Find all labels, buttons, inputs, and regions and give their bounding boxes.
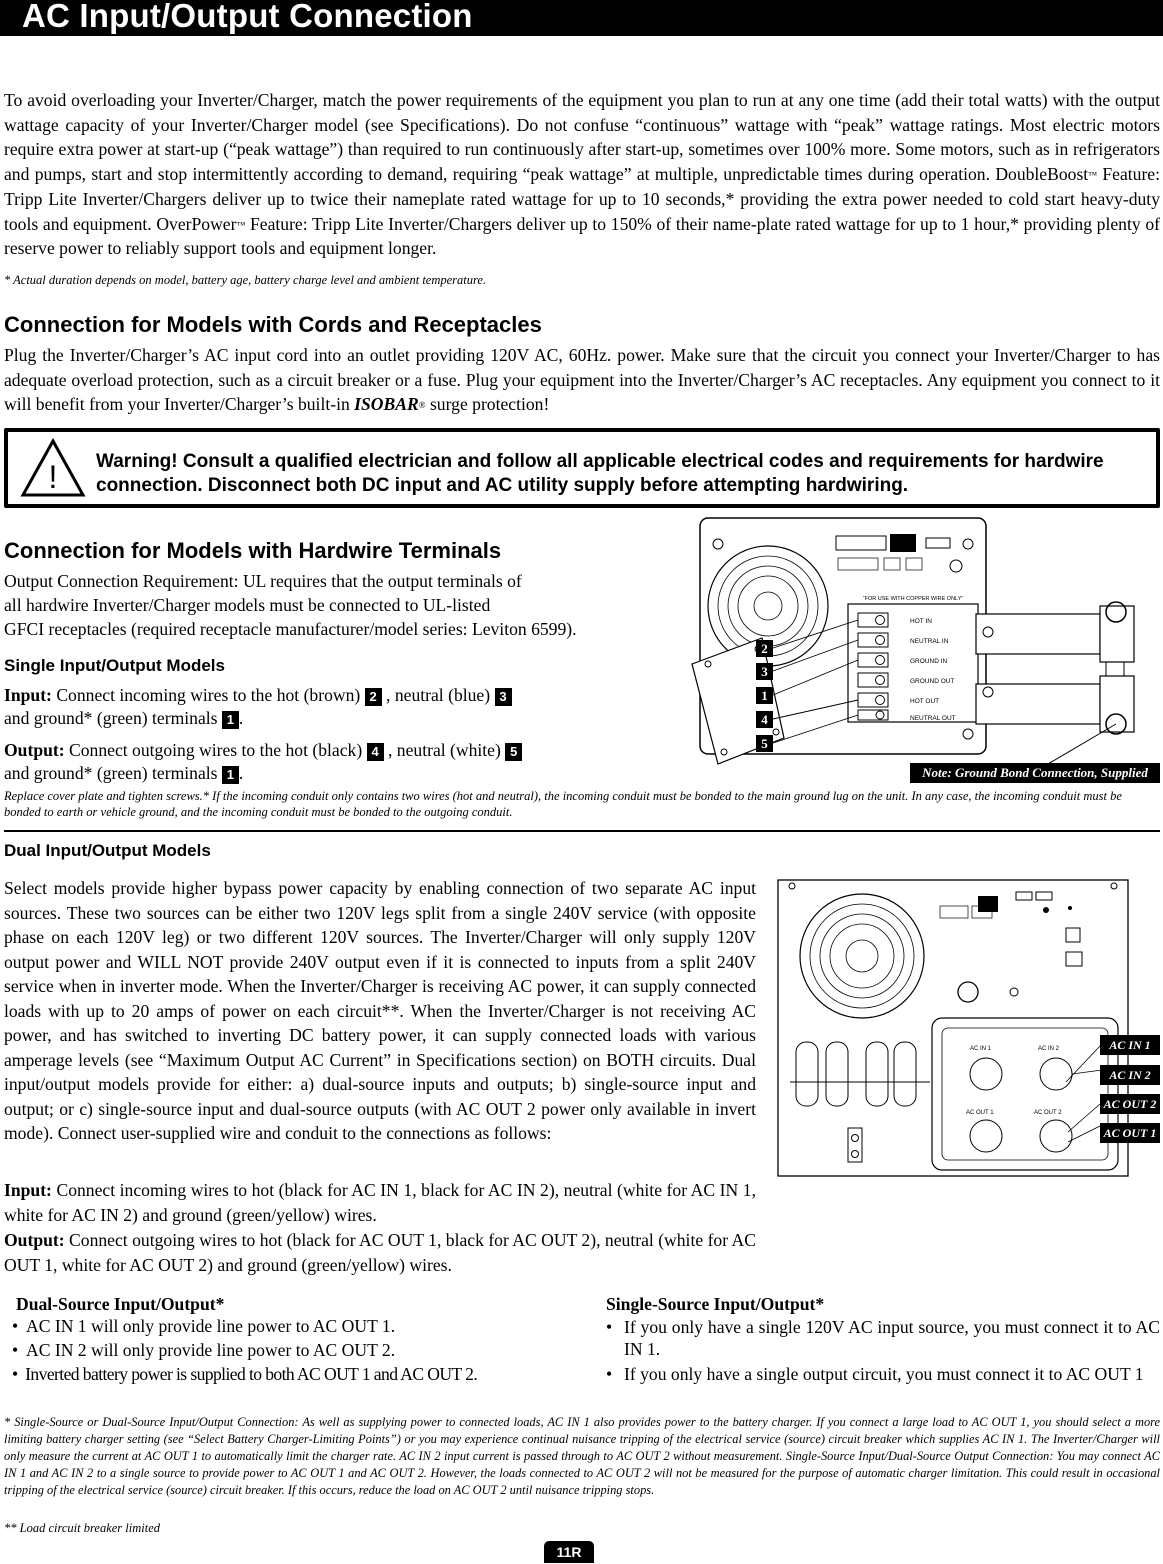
load-breaker-footnote: ** Load circuit breaker limited xyxy=(4,1521,160,1535)
diagram-callout-3: 3 xyxy=(761,664,768,679)
dual-source-item: • AC IN 1 will only provide line power to AC OUT 1. xyxy=(12,1316,396,1336)
intro-text-1: To avoid overloading your Inverter/Charger, match the power requirements of the equipment you plan to run at any one time (add their total watts) with the output wattage capacity of your Inverter/Charger model (see Specifications). Do not confuse “continuous” wattage with “peak” wattage ratings. Most electric motors require extra power at start-up (“peak wattage”) than required to run continuously after start-up, sometimes over 100% more. Some motors, such as in refrigerators and pumps, start and stop intermittently according to demand, requiring “peak wattage” at multiple, unpredictable times during operation. DoubleBoost xyxy=(4,90,1160,185)
dual-input-label: Input: xyxy=(4,1180,52,1200)
tag-ac-out-1: AC OUT 1 xyxy=(1100,1123,1160,1143)
terminal-label-ground-out: GROUND OUT xyxy=(910,678,955,685)
dual-source-item-text: Inverted battery power is supplied to both AC OUT 1 and AC OUT 2. xyxy=(25,1364,478,1384)
dual-source-item: • Inverted battery power is supplied to both AC OUT 1 and AC OUT 2. xyxy=(12,1364,478,1384)
title-bar xyxy=(0,0,1163,36)
terminal-label-hot-out: HOT OUT xyxy=(910,698,940,705)
dual-input-text: Connect incoming wires to hot (black for AC IN 1, black for AC IN 2), neutral (white for AC IN 1, white for AC IN 2) and ground (green/yellow) wires. xyxy=(4,1180,756,1225)
input-line-1 xyxy=(4,685,512,706)
diagram-callout-1: 1 xyxy=(761,688,768,703)
input-text-c: and ground* (green) terminals xyxy=(4,708,222,728)
output-text-a: Connect outgoing wires to the hot (black) xyxy=(64,740,367,760)
trademark-mark: ™ xyxy=(1088,170,1098,181)
period: . xyxy=(238,763,244,783)
dual-output-paragraph xyxy=(4,1228,756,1277)
input-line-2 xyxy=(4,708,243,729)
callout-badge-2: 2 xyxy=(365,688,382,706)
ground-bond-note: Note: Ground Bond Connection, Supplied xyxy=(910,763,1160,783)
single-source-title: Single-Source Input/Output* xyxy=(606,1294,825,1314)
output-line-1 xyxy=(4,740,522,761)
output-label: Output: xyxy=(4,740,65,760)
dual-input-paragraph xyxy=(4,1178,756,1227)
intro-paragraph xyxy=(4,88,1160,261)
panel-label-ac-in-1: AC IN 1 xyxy=(970,1046,992,1052)
dual-output-label: Output: xyxy=(4,1230,65,1250)
warning-text: Warning! Consult a qualified electrician and follow all applicable electrical codes and requirements for hardwire connection. Disconnect both DC input and AC utility supply before attempting hardwiring. xyxy=(96,451,1104,496)
page-number: 11R xyxy=(544,1541,594,1563)
single-source-item: • If you only have a single output circuit, you must connect it to AC OUT 1 xyxy=(606,1364,1144,1384)
hardwire-terminal-diagram xyxy=(688,514,1160,782)
input-text-b: , neutral (blue) xyxy=(381,685,495,705)
hardwire-requirement-line-2: all hardwire Inverter/Charger models must be connected to UL-listed xyxy=(4,595,491,615)
dual-source-item-text: AC IN 2 will only provide line power to AC OUT 2. xyxy=(26,1340,396,1360)
warning-triangle-icon xyxy=(20,438,86,498)
terminal-label-neutral-in: NEUTRAL IN xyxy=(910,638,949,645)
tag-ac-in-1: AC IN 1 xyxy=(1100,1035,1160,1055)
registered-mark: ® xyxy=(418,400,426,411)
output-text-c: and ground* (green) terminals xyxy=(4,763,222,783)
warning-exclamation: ! xyxy=(48,459,58,495)
cords-text-2: surge protection! xyxy=(425,394,550,415)
warning-box xyxy=(4,428,1160,508)
cords-heading: Connection for Models with Cords and Receptacles xyxy=(4,312,542,337)
input-label: Input: xyxy=(4,685,52,705)
callout-badge-3: 3 xyxy=(495,688,512,706)
dual-source-item-text: AC IN 1 will only provide line power to AC OUT 1. xyxy=(26,1316,396,1336)
dual-output-text: Connect outgoing wires to hot (black for AC OUT 1, black for AC OUT 2), neutral (white for AC OUT 1, white for AC OUT 2) and ground (green/yellow) wires. xyxy=(4,1230,756,1275)
panel-label-ac-in-2: AC IN 2 xyxy=(1038,1046,1060,1052)
hardwire-requirement-line-3: GFCI receptacles (required receptacle manufacturer/model series: Leviton 6599). xyxy=(4,619,577,639)
single-source-item-text: If you only have a single output circuit, you must connect it to AC OUT 1 xyxy=(624,1364,1144,1384)
dual-source-title: Dual-Source Input/Output* xyxy=(16,1294,225,1314)
callout-badge-1: 1 xyxy=(222,711,239,729)
output-line-2 xyxy=(4,763,243,784)
single-source-item-text: If you only have a single 120V AC input source, you must connect it to AC IN 1. xyxy=(624,1317,1160,1359)
copper-wire-note: “FOR USE WITH COPPER WIRE ONLY” xyxy=(862,596,964,602)
single-models-heading: Single Input/Output Models xyxy=(4,656,225,675)
isobar-brand: ISOBAR xyxy=(354,394,419,415)
trademark-mark: ™ xyxy=(236,219,246,230)
callout-badge-5: 5 xyxy=(505,743,522,761)
terminal-label-hot-in: HOT IN xyxy=(910,618,932,625)
section-divider xyxy=(4,830,1160,832)
dual-models-heading: Dual Input/Output Models xyxy=(4,841,211,860)
cords-text-1: Plug the Inverter/Charger’s AC input cord into an outlet providing 120V AC, 60Hz. power. Make sure that the circuit you connect your Inverter/Charger to has adequate overload protection, such as a circuit breaker or a fuse. Plug your equipment into the Inverter/Charger’s AC receptacles. Any equipment you connect to it will benefit from your Inverter/Charger’s built-in xyxy=(4,345,1160,415)
intro-footnote: * Actual duration depends on model, battery age, battery charge level and ambient temperature. xyxy=(4,273,487,287)
panel-label-ac-out-1: AC OUT 1 xyxy=(966,1110,994,1116)
period: . xyxy=(238,708,244,728)
dual-source-item: • AC IN 2 will only provide line power to AC OUT 2. xyxy=(12,1340,396,1360)
dual-paragraph: Select models provide higher bypass power capacity by enabling connection of two separate AC input sources. These two sources can be either two 120V legs split from a single 240V service (with opposite phase on each 120V leg) or two different 120V sources. The Inverter/Charger will only supply 120V output power and WILL NOT provide 240V output even if it is connected to inputs from a split 240V service when in inverter mode. When the Inverter/Charger is receiving AC power, it can supply connected loads with up to 20 amps of power on each circuit**. When the Inverter/Charger is not receiving AC power, and has switched to inverting DC battery power, it can supply connected loads with various amperage levels (see “Maximum Output AC Current” in Specifications section) on BOTH circuits. Dual input/output models provide for either: a) dual-source inputs and outputs; b) single-source input and output; or c) single-source input and dual-source outputs (with AC OUT 2 power only available in invert mode). Connect user-supplied wire and conduit to the connections as follows: xyxy=(4,878,756,1143)
page-title: AC Input/Output Connection xyxy=(22,0,473,34)
diagram-callout-4: 4 xyxy=(761,712,768,727)
hardwire-requirement-line-1: Output Connection Requirement: UL requires that the output terminals of xyxy=(4,571,522,591)
callout-badge-4: 4 xyxy=(367,743,384,761)
single-source-item: • If you only have a single 120V AC input source, you must connect it to AC IN 1. xyxy=(606,1317,1160,1359)
panel-label-ac-out-2: AC OUT 2 xyxy=(1034,1110,1062,1116)
callout-badge-1: 1 xyxy=(222,766,239,784)
source-connection-footnote: * Single-Source or Dual-Source Input/Output Connection: As well as supplying power to connected loads, AC IN 1 also provides power to the battery charger. If you connect a large load to AC OUT 1, you should select a more limiting battery charger setting (see “Select Battery Charger-Limiting Points”) or you may experience continual nuisance tripping of the electrical service (source) circuit breaker which supplies AC IN 1. The Inverter/Charger will only measure the current at AC OUT 1 to automatically limit the charger rate. AC IN 2 input current is passed through to AC OUT 2 without measurement. Single-Source Input/Dual-Source Output Connection: You may connect AC IN 1 and AC IN 2 to a single source to provide power to AC OUT 1 and AC OUT 2. However, the loads connected to AC OUT 2 will not be measured for the purpose of automatic charger limitation. This could result in occasional tripping of the electrical service (source) circuit breaker. If this occurs, reduce the load on AC OUT 2 until nuisance tripping stops. xyxy=(4,1415,1160,1497)
hardwire-heading: Connection for Models with Hardwire Terminals xyxy=(4,538,502,563)
cords-paragraph xyxy=(4,343,1160,417)
replace-cover-note: Replace cover plate and tighten screws.* If the incoming conduit only contains two wires (hot and neutral), the incoming conduit must be bonded to the main ground lug on the unit. In any case, the incoming conduit must be bonded to earth or vehicle ground, and the incoming conduit must be bonded to the outgoing conduit. xyxy=(4,789,1122,819)
tag-ac-in-2: AC IN 2 xyxy=(1100,1065,1160,1085)
terminal-label-ground-in: GROUND IN xyxy=(910,658,948,665)
terminal-label-neutral-out: NEUTRAL OUT xyxy=(910,715,956,722)
diagram-callout-5: 5 xyxy=(761,736,768,751)
intro-text-3: Feature: Tripp Lite Inverter/Chargers deliver up to 150% of their name-plate rated wattage for up to 1 hour,* providing plenty of reserve power to reliably support tools and equipment longer. xyxy=(4,213,1160,259)
tag-ac-out-2: AC OUT 2 xyxy=(1100,1094,1160,1114)
intro-text-2: Feature: Tripp Lite Inverter/Chargers deliver up to twice their nameplate rated wattage for up to 10 seconds,* providing the extra power needed to cold start heavy-duty tools and equipment. OverPower xyxy=(4,164,1161,234)
output-text-b: , neutral (white) xyxy=(383,740,506,760)
diagram-callout-2: 2 xyxy=(761,641,768,656)
input-text-a: Connect incoming wires to the hot (brown) xyxy=(51,685,365,705)
